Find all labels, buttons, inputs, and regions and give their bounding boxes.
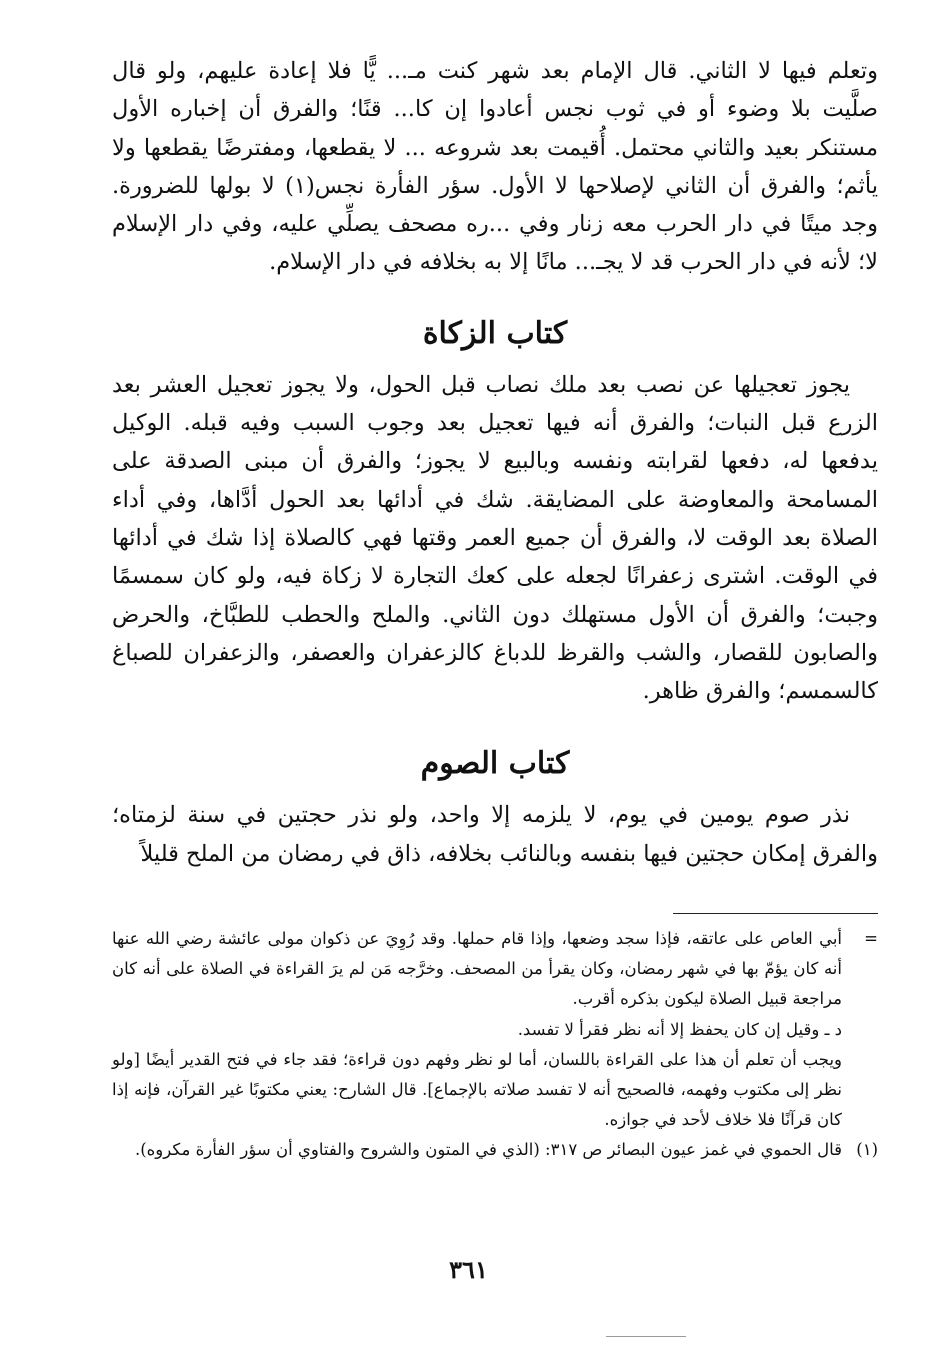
footnote-note: ويجب أن تعلم أن هذا على القراءة باللسان، أما لو نظر وفهم دون قراءة؛ فقد جاء في فتح القدير أيضًا [ولو نظر إلى مكتوب وفهمه، فالصحيح أنه لا تفسد صلاته بالإجماع]. قال الشارح: يعني مكتوبًا غير القرآن، فإنه إذا كان قرآنًا فلا خلاف لأحد في جوازه.: [112, 1049, 842, 1130]
sawm-paragraph: نذر صوم يومين في يوم، لا يلزمه إلا واحد، ولو نذر حجتين في سنة لزمتاه؛ والفرق إمكان حجتين فيها بنفسه وبالنائب بخلافه، ذاق في رمضان من الملح قليلاً: [112, 802, 878, 867]
footnote-1-marker: (١): [856, 1140, 878, 1160]
page-body: [112, 52, 878, 1166]
footnotes: [112, 924, 878, 1166]
footnote-continuation: [112, 924, 878, 1015]
continuation-text: أبي العاص على عاتقه، فإذا سجد وضعها، وإذا قام حملها. وقد رُوِيَ عن ذكوان مولى عائشة رضي الله عنها أنه كان يؤمّ بها في شهر رمضان، وكان يقرأ من المصحف. وخرَّجه مَن لم يرَ القراءة في الصلاة على أنه كان مراجعة قبيل الصلاة ليكون بذكره أقرب.: [112, 929, 842, 1009]
footnote-1-text: قال الحموي في غمز عيون البصائر ص ٣١٧: (الذي في المتون والشروح والفتاوي أن سؤر الفأرة مكروه).: [134, 1140, 842, 1160]
zakat-paragraph: يجوز تعجيلها عن نصب بعد ملك نصاب قبل الحول، ولا يجوز تعجيل العشر بعد الزرع قبل النبات؛ والفرق أنه فيها تعجيل بعد وجوب السبب وفيه قبله. الوكيل يدفعها له، دفعها لقرابته ونفسه وبالبيع لا يجوز؛ والفرق أن مبنى الصدقة على المسامحة والمعاوضة على المضايقة. شك في أدائها بعد الحول أدَّاها، وفي أداء الصلاة بعد الوقت لا، والفرق أن جميع العمر وقتها فهي كالصلاة إذا شك في أدائها في الوقت. اشترى زعفرانًا لجعله على كعك التجارة لا زكاة فيه، ولو كان سمسمًا وجبت؛ والفرق أن الأول مستهلك دون الثاني. والملح والحطب للطبَّاخ، والحرض والصابون للقصار، والشب والقرظ للدباغ كالزعفران والعصفر، والزعفران للصباغ كالسمسم؛ والفرق ظاهر.: [112, 371, 878, 705]
scan-artifact-line: [606, 1336, 686, 1337]
footnote-separator: [673, 913, 878, 914]
zakat-heading: كتاب الزكاة: [422, 315, 568, 351]
footnote-1: [112, 1135, 878, 1165]
page-number: ٣٦١: [449, 1255, 488, 1284]
continuation-mark: =: [864, 929, 878, 949]
footnote-point-d: د ـ وقيل إن كان يحفظ إلا أنه نظر فقرأ لا تفسد.: [517, 1019, 842, 1039]
sawm-heading: كتاب الصوم: [420, 746, 570, 782]
intro-paragraph: وتعلم فيها لا الثاني. قال الإمام بعد شهر كنت مـ... يًّا فلا إعادة عليهم، ولو قال صلَّيت بلا وضوء أو في ثوب نجس أعادوا إن كا... قنًا؛ والفرق أن إخباره الأول مستنكر بعيد والثاني محتمل. أُقيمت بعد شروعه ... لا يقطعها، ومفترضًا يقطعها ولا يأثم؛ والفرق أن الثاني لإصلاحها لا الأول. سؤر الفأرة نجس(١) لا بولها للضرورة. وجد ميتًا في دار الحرب معه زنار وفي ...ره مصحف يصلِّي عليه، وفي دار الإسلام لا؛ لأنه في دار الحرب قد لا يجـ... مانًا إلا به بخلافه في دار الإسلام.: [112, 58, 879, 276]
